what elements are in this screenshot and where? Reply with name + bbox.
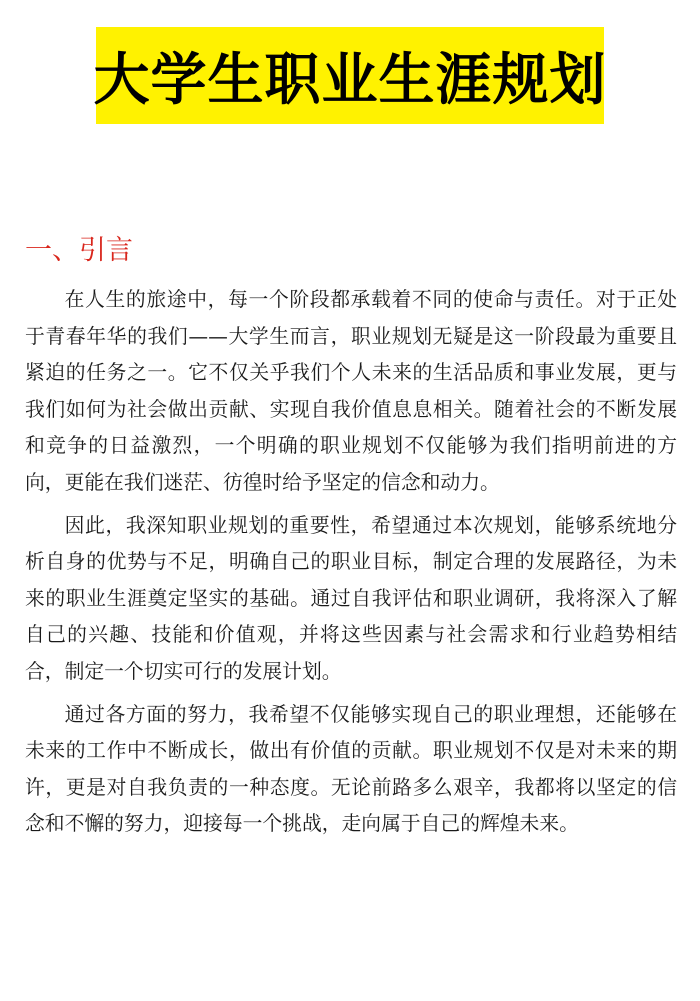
- paragraph-1: 在人生的旅途中，每一个阶段都承载着不同的使命与责任。对于正处于青春年华的我们——大学生而言，职业规划无疑是这一阶段最为重要且紧迫的任务之一。它不仅关乎我们个人未来的生活品质和事业发展，更与我们如何为社会做出贡献、实现自我价值息息相关。随着社会的不断发展和竞争的日益激烈，一个明确的职业规划不仅能够为我们指明前进的方向，更能在我们迷茫、彷徨时给予坚定的信念和动力。: [25, 288, 677, 494]
- paragraph-3: 通过各方面的努力，我希望不仅能够实现自己的职业理想，还能够在未来的工作中不断成长，做出有价值的贡献。职业规划不仅是对未来的期许，更是对自我负责的一种态度。无论前路多么艰辛，我都将以坚定的信念和不懈的努力，迎接每一个挑战，走向属于自己的辉煌未来。: [25, 702, 677, 836]
- document-body: [25, 282, 677, 849]
- paragraph-2: 因此，我深知职业规划的重要性，希望通过本次规划，能够系统地分析自身的优势与不足，明确自己的职业目标，制定合理的发展路径，为未来的职业生涯奠定坚实的基础。通过自我评估和职业调研，我将深入了解自己的兴趣、技能和价值观，并将这些因素与社会需求和行业趋势相结合，制定一个切实可行的发展计划。: [25, 513, 677, 683]
- section-heading: 一、引言: [25, 235, 133, 266]
- page-title: 大学生职业生涯规划: [93, 47, 607, 113]
- title-banner: [93, 27, 607, 124]
